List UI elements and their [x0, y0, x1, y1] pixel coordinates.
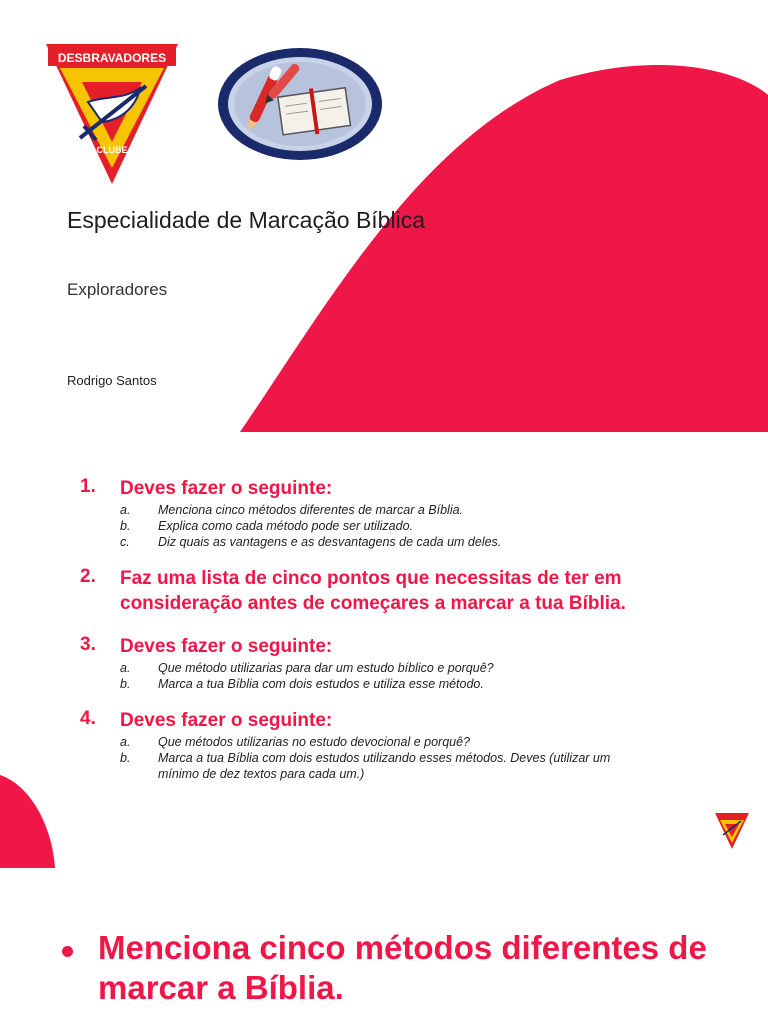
bullet-item	[62, 928, 718, 1008]
cover-title: Especialidade de Marcação Bíblica	[67, 207, 425, 233]
sub-letter: b.	[120, 519, 131, 533]
sub-item	[120, 676, 700, 692]
slide-divider	[0, 868, 768, 876]
sub-item	[120, 734, 700, 750]
sub-text: Marca a tua Bíblia com dois estudos utilizando esses métodos. Deves (utilizar um mínimo de dez textos para cada um.)	[158, 751, 611, 781]
requirement-heading: Deves fazer o seguinte:	[120, 636, 333, 657]
requirement-number: 2.	[80, 566, 96, 587]
requirement-number: 4.	[80, 708, 96, 729]
cover-subtitle: Exploradores	[67, 280, 168, 299]
sub-text: Que métodos utilizarias no estudo devocional e porquê?	[158, 735, 471, 749]
sub-text: Diz quais as vantagens e as desvantagens de cada um deles.	[158, 535, 502, 549]
bible-marking-patch-image	[216, 46, 384, 162]
sub-letter: a.	[120, 503, 131, 517]
svg-text:CLUBE: CLUBE	[96, 145, 128, 155]
red-corner-shape	[0, 440, 60, 868]
sub-text: Marca a tua Bíblia com dois estudos e utiliza esse método.	[158, 677, 484, 691]
sub-text: Menciona cinco métodos diferentes de marcar a Bíblia.	[158, 503, 464, 517]
sub-text: Explica como cada método pode ser utilizado.	[158, 519, 414, 533]
sub-item	[120, 534, 700, 550]
sub-item	[120, 750, 700, 782]
pathfinder-mini-logo	[714, 812, 750, 850]
bullet-dot	[62, 946, 73, 957]
sub-letter: a.	[120, 661, 131, 675]
svg-text:DESBRAVADORES: DESBRAVADORES	[57, 51, 167, 65]
requirement-heading: Deves fazer o seguinte:	[120, 478, 333, 499]
requirement-number: 1.	[80, 476, 96, 497]
requirement-heading: Deves fazer o seguinte:	[120, 710, 333, 731]
cover-author: Rodrigo Santos	[67, 373, 157, 388]
cover-slide	[0, 0, 768, 432]
requirement-item	[80, 708, 700, 782]
bullet-text: Menciona cinco métodos diferentes de marcar a Bíblia.	[98, 929, 707, 1006]
slide-divider	[0, 432, 768, 440]
requirement-item	[80, 476, 700, 550]
requirements-slide	[0, 440, 768, 868]
sub-letter: b.	[120, 677, 131, 691]
requirement-number: 3.	[80, 634, 96, 655]
requirements-list	[80, 476, 700, 782]
requirement-item	[80, 634, 700, 692]
pathfinder-emblem-logo	[44, 42, 180, 186]
sub-item	[120, 518, 700, 534]
sub-letter: c.	[120, 535, 130, 549]
sub-letter: b.	[120, 751, 131, 765]
bullet-slide	[0, 876, 768, 1024]
requirement-heading: Faz uma lista de cinco pontos que necessitas de ter em consideração antes de começares a marcar a tua Bíblia.	[120, 568, 626, 614]
sub-text: Que método utilizarias para dar um estudo bíblico e porquê?	[158, 661, 494, 675]
requirement-item	[80, 566, 700, 616]
sub-item	[120, 660, 700, 676]
sub-letter: a.	[120, 735, 131, 749]
sub-item	[120, 502, 700, 518]
